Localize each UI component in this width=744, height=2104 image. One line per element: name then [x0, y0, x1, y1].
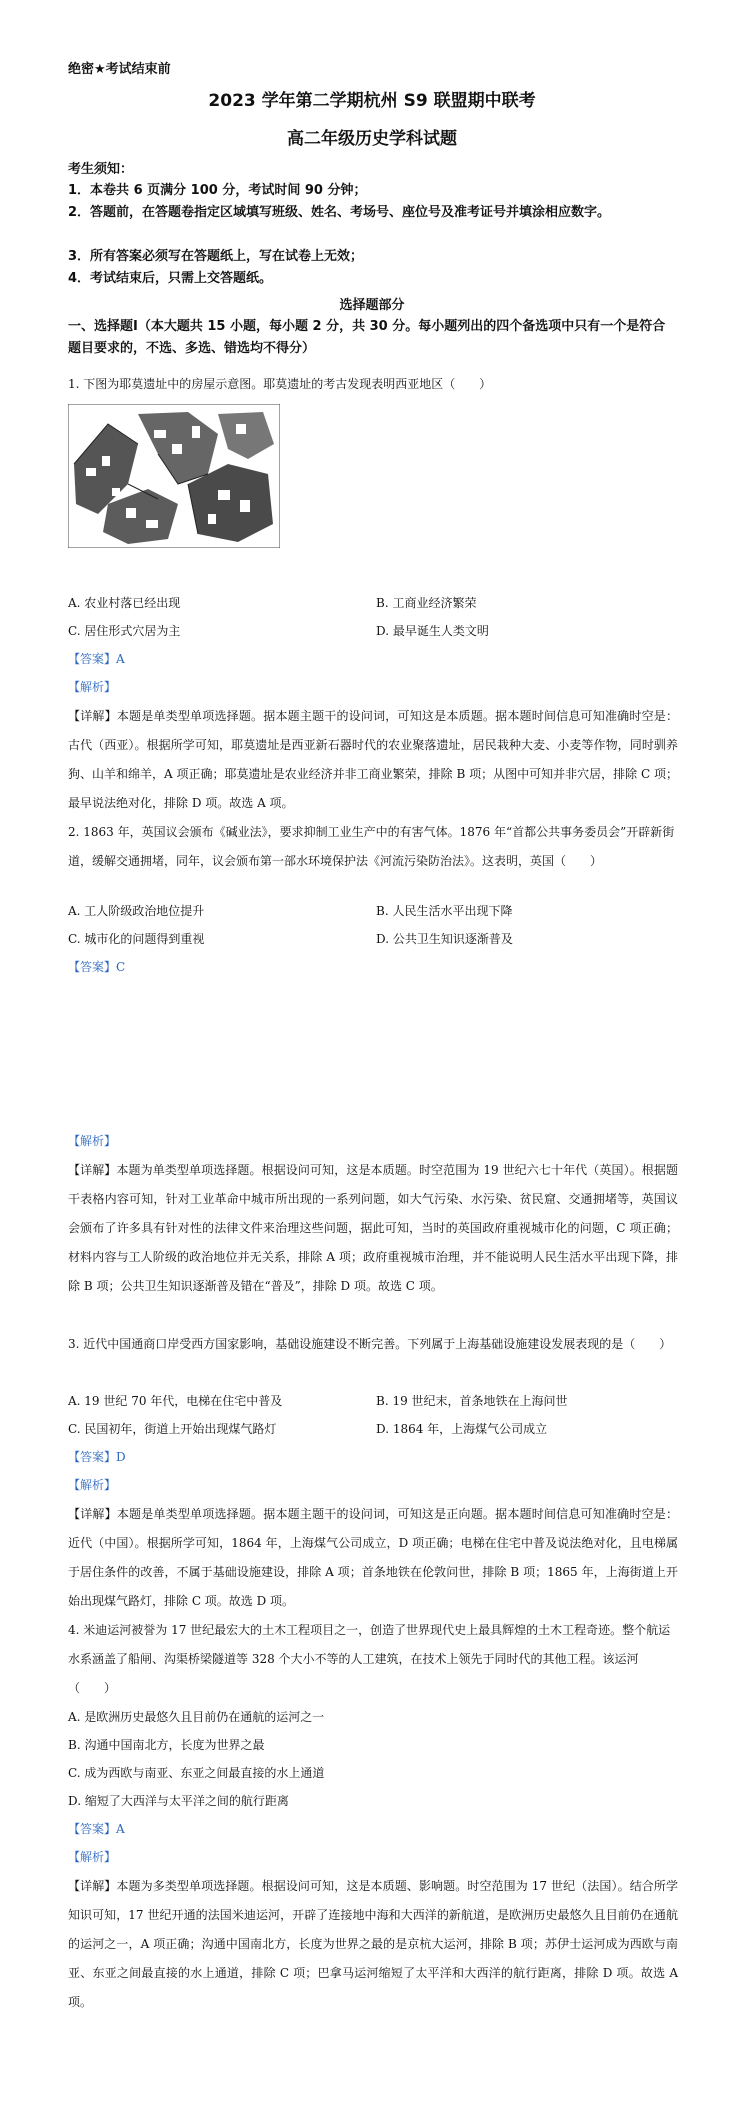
question-1-stem: 1. 下图为耶莫遗址中的房屋示意图。耶莫遗址的考古发现表明西亚地区（ ） — [68, 377, 492, 391]
question-2-option-a: A. 工人阶级政治地位提升 — [68, 904, 205, 918]
question-4-answer: 【答案】A — [68, 1822, 125, 1836]
question-3-option-d: D. 1864 年，上海煤气公司成立 — [376, 1422, 548, 1436]
part-instructions: 一、选择题Ⅰ（本大题共 15 小题，每小题 2 分，共 30 分。每小题列出的四个备选项中只有一个是符合题目要求的，不选、多选、错选均不得分） — [68, 319, 666, 356]
notice-heading: 考生须知： — [68, 162, 134, 177]
question-2-option-b: B. 人民生活水平出现下降 — [376, 904, 513, 918]
question-3-stem: 3. 近代中国通商口岸受西方国家影响，基础设施建设不断完善。下列属于上海基础设施建设发展表现的是（ ） — [68, 1337, 672, 1351]
question-4-option-a: A. 是欧洲历史最悠久且目前仍在通航的运河之一 — [68, 1710, 325, 1724]
question-1-option-d: D. 最早诞生人类文明 — [376, 624, 489, 638]
question-4-analysis-label: 【解析】 — [68, 1850, 117, 1864]
question-2-stem: 2. 1863 年，英国议会颁布《碱业法》，要求抑制工业生产中的有害气体。1876 年“首都公共事务委员会”开辟新街道，缓解交通拥堵，同年，议会颁布第一部水环境保护法《河流污染防治法》。这表明，英国（ ） — [68, 825, 675, 868]
question-1-answer: 【答案】A — [68, 652, 125, 666]
question-4-stem: 4. 米迪运河被誉为 17 世纪最宏大的土木工程项目之一，创造了世界现代史上最具辉煌的土木工程奇迹。整个航运水系涵盖了船闸、沟渠桥梁隧道等 328 个大小不等的人工建筑，在技术上领先于同时代的其他工程。该运河（ ） — [68, 1623, 671, 1695]
question-3-explanation: 【详解】本题是单类型单项选择题。据本题主题干的设问词，可知这是正向题。据本题时间信息可知准确时空是：近代（中国）。根据所学可知，1864 年，上海煤气公司成立，D 项正确；电梯在住宅中普及说法绝对化，且电梯属于居住条件的改善，不属于基础设施建设，排除 A 项；首条地铁在伦敦问世，排除 B 项；1865 年，上海街道上开始出现煤气路灯，排除 C 项。故选 D 项。 — [68, 1507, 678, 1608]
question-3-option-b: B. 19 世纪末，首条地铁在上海问世 — [376, 1394, 568, 1408]
question-1-option-a: A. 农业村落已经出现 — [68, 596, 181, 610]
question-2-option-c: C. 城市化的问题得到重视 — [68, 932, 205, 946]
question-1-explanation: 【详解】本题是单类型单项选择题。据本题主题干的设问词，可知这是本质题。据本题时间信息可知准确时空是：古代（西亚）。根据所学可知，耶莫遗址是西亚新石器时代的农业聚落遗址，居民栽种大麦、小麦等作物，同时驯养狗、山羊和绵羊，A 项正确；耶莫遗址是农业经济并非工商业繁荣，排除 B 项；从图中可知并非穴居，排除 C 项；最早说法绝对化，排除 D 项。故选 A 项。 — [68, 709, 678, 810]
question-2-answer: 【答案】C — [68, 960, 126, 974]
question-4-explanation: 【详解】本题为多类型单项选择题。根据设问可知，这是本质题、影响题。时空范围为 17 世纪（法国）。结合所学知识可知，17 世纪开通的法国米迪运河，开辟了连接地中海和大西洋的新航道，是欧洲历史最悠久且目前仍在通航的运河之一，A 项正确；沟通中国南北方，长度为世界之最的是京杭大运河，排除 B 项；苏伊士运河成为西欧与南亚、东亚之间最直接的水上通道，排除 C 项；巴拿马运河缩短了太平洋和大西洋的航行距离，排除 D 项。故选 A 项。 — [68, 1879, 678, 2009]
question-4-option-d: D. 缩短了大西洋与太平洋之间的航行距离 — [68, 1794, 289, 1808]
question-1-option-c: C. 居住形式穴居为主 — [68, 624, 181, 638]
question-2-analysis-label: 【解析】 — [68, 1134, 117, 1148]
exam-title: 2023 学年第二学期杭州 S9 联盟期中联考 — [208, 91, 536, 111]
confidential-label: 绝密★考试结束前 — [68, 62, 171, 77]
section-heading: 选择题部分 — [339, 298, 405, 313]
notice-item-4: 4．考试结束后，只需上交答题纸。 — [68, 271, 273, 286]
notice-item-3: 3．所有答案必须写在答题纸上，写在试卷上无效； — [68, 249, 364, 264]
question-4-option-c: C. 成为西欧与南亚、东亚之间最直接的水上通道 — [68, 1766, 325, 1780]
question-3-option-c: C. 民国初年，街道上开始出现煤气路灯 — [68, 1422, 277, 1436]
exam-subtitle: 高二年级历史学科试题 — [287, 129, 457, 149]
notice-item-2: 2．答题前，在答题卷指定区域填写班级、姓名、考场号、座位号及准考证号并填涂相应数字。 — [68, 205, 611, 220]
notice-item-1: 1．本卷共 6 页满分 100 分，考试时间 90 分钟； — [68, 183, 367, 198]
question-2-explanation: 【详解】本题为单类型单项选择题。根据设问可知，这是本质题。时空范围为 19 世纪六七十年代（英国）。根据题干表格内容可知，针对工业革命中城市所出现的一系列问题，如大气污染、水污染、贫民窟、交通拥堵等，英国议会颁布了许多具有针对性的法律文件来治理这些问题，据此可知，当时的英国政府重视城市化的问题，C 项正确；材料内容与工人阶级的政治地位并无关系，排除 A 项；政府重视城市治理，并不能说明人民生活水平出现下降，排除 B 项；公共卫生知识逐渐普及错在“普及”，排除 D 项。故选 C 项。 — [68, 1163, 678, 1293]
question-3-answer: 【答案】D — [68, 1450, 126, 1464]
question-4-option-b: B. 沟通中国南北方，长度为世界之最 — [68, 1738, 265, 1752]
question-3-option-a: A. 19 世纪 70 年代，电梯在住宅中普及 — [68, 1394, 283, 1408]
question-1-option-b: B. 工商业经济繁荣 — [376, 596, 477, 610]
question-1-analysis-label: 【解析】 — [68, 680, 117, 694]
question-3-analysis-label: 【解析】 — [68, 1478, 117, 1492]
question-2-option-d: D. 公共卫生知识逐渐普及 — [376, 932, 513, 946]
settlement-plan-figure — [68, 404, 280, 548]
